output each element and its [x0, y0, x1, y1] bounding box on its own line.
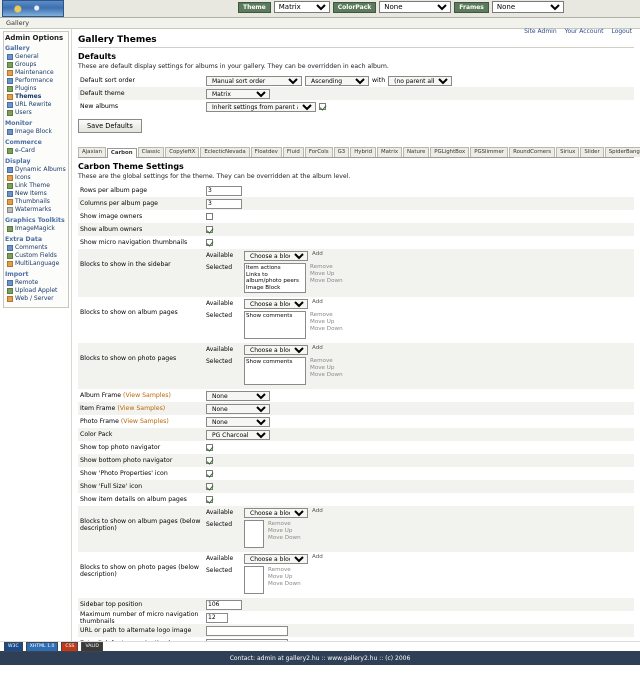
default-sort-order-select[interactable] [206, 76, 302, 86]
carbon-description: These are the global settings for the theme. They can be overridden at the album level. [78, 173, 351, 180]
label-max-micro-nav-thumbs: Maximum number of micro navigation thumbnails [80, 610, 199, 625]
tab-forcols[interactable]: ForCols [305, 147, 333, 157]
move-up-button[interactable]: Move Up [310, 271, 335, 277]
carbon-heading: Carbon Theme Settings [78, 162, 184, 171]
frames-select[interactable] [492, 1, 564, 13]
tab-floatdev[interactable]: Floatdev [251, 147, 282, 157]
label-blocks-photo-pages: Blocks to show on photo pages [80, 355, 177, 362]
card-icon [7, 148, 13, 154]
list-item[interactable]: Image Block [246, 284, 281, 291]
sidebar-item-label: e-Card [15, 147, 35, 154]
label-blocks-album-below: Blocks to show on album pages (below description) [80, 518, 201, 532]
tab-carbon[interactable]: Carbon [107, 148, 137, 158]
move-down-button[interactable]: Move Down [268, 535, 301, 541]
default-theme-select[interactable] [206, 89, 270, 99]
tab-slider[interactable]: Slider [580, 147, 603, 157]
album-frame-text: Album Frame [80, 392, 122, 399]
row-show-photo-properties-icon [78, 467, 634, 480]
remove-button[interactable]: Remove [310, 312, 333, 318]
sidebar-item-label: Plugins [15, 85, 37, 92]
theme-select[interactable] [274, 1, 330, 13]
tab-nature[interactable]: Nature [403, 147, 429, 157]
remove-button[interactable]: Remove [310, 264, 333, 270]
available-label: Available [206, 555, 234, 562]
sidebar-item-label: Icons [15, 174, 31, 181]
sidebar-item-label: Remote [15, 279, 39, 286]
sidebar-item-label: General [15, 53, 39, 60]
photo-add-button[interactable]: Add [312, 345, 323, 351]
comment-icon [7, 245, 13, 251]
sidebar-item-label: Groups [15, 61, 37, 68]
defaults-heading: Defaults [78, 52, 116, 61]
page-body [0, 29, 640, 641]
sidebar-item-label: Themes [15, 93, 42, 100]
sidebar-item-performance[interactable] [5, 77, 67, 85]
item-frame-samples-link[interactable]: (View Samples) [117, 405, 166, 412]
top-bar [0, 0, 640, 18]
with-label: with [372, 77, 386, 84]
row-photo-frame [78, 415, 634, 428]
available-label: Available [206, 509, 234, 516]
row-default-sort-order [78, 74, 634, 87]
sidebar-group-title-gallery: Gallery [5, 45, 30, 52]
photo-frame-text: Photo Frame [80, 418, 119, 425]
tab-hybrid[interactable]: Hybrid [350, 147, 376, 157]
gear-icon [7, 54, 13, 60]
row-blocks-sidebar [78, 249, 634, 297]
page-footer [0, 651, 640, 665]
album-icon [7, 167, 13, 173]
photo-block-actions [310, 357, 343, 378]
link-icon [7, 183, 13, 189]
max-micro-nav-thumbs-input[interactable] [206, 613, 228, 623]
tab-g3[interactable]: G3 [334, 147, 350, 157]
admin-options-panel [3, 31, 69, 308]
selected-label: Selected [206, 567, 233, 574]
row-show-micro-nav-thumbs [78, 236, 634, 249]
gallery-logo-icon [2, 0, 64, 17]
sidebar-item-label: Link Theme [15, 182, 50, 189]
sidebar [0, 29, 72, 641]
album-below-available-select[interactable] [244, 508, 308, 518]
image-icon [7, 129, 13, 135]
parent-album-select[interactable] [388, 76, 452, 86]
move-up-button[interactable]: Move Up [268, 528, 293, 534]
sidebar-group-title-commerce: Commerce [5, 139, 42, 146]
show-album-owners-checkbox[interactable] [206, 226, 213, 233]
sidebar-item-upload-applet[interactable] [5, 287, 67, 295]
label-show-photo-properties-icon: Show 'Photo Properties' icon [80, 470, 168, 477]
move-up-button[interactable]: Move Up [268, 574, 293, 580]
label-blocks-sidebar: Blocks to show in the sidebar [80, 261, 171, 268]
sidebar-item-label: MultiLanguage [15, 260, 60, 267]
new-albums-select[interactable] [206, 102, 316, 112]
sidebar-item-thumbnails[interactable] [5, 198, 67, 206]
thumb-icon [7, 199, 13, 205]
sidebar-item-url-rewrite[interactable] [5, 101, 67, 109]
sidebar-item-label: Maintenance [15, 69, 54, 76]
available-label: Available [206, 300, 234, 307]
label-default-theme: Default theme [80, 90, 125, 97]
link-site-admin[interactable]: Site Admin [524, 28, 557, 35]
row-blocks-photo-pages [78, 343, 634, 389]
list-item[interactable]: Links to album/photo peers [246, 271, 299, 284]
defaults-actions [78, 119, 634, 139]
groups-icon [7, 62, 13, 68]
link-your-account[interactable]: Your Account [564, 28, 604, 35]
label-show-bottom-photo-navigator: Show bottom photo navigator [80, 457, 173, 464]
wrench-icon [7, 70, 13, 76]
row-show-full-size-icon [78, 480, 634, 493]
row-color-pack [78, 428, 634, 441]
show-top-photo-navigator-checkbox[interactable] [206, 444, 213, 451]
label-item-frame [78, 405, 206, 412]
sidebar-item-groups[interactable] [5, 61, 67, 69]
remove-button[interactable]: Remove [268, 521, 291, 527]
field-icon [7, 253, 13, 259]
valid-badge[interactable]: VALID [81, 642, 102, 652]
label-blocks-album-pages: Blocks to show on album pages [80, 309, 178, 316]
show-bottom-photo-navigator-checkbox[interactable] [206, 457, 213, 464]
sidebar-block-actions [310, 263, 343, 284]
sidebar-group-title-display: Display [5, 158, 31, 165]
tab-pglightbox[interactable]: PGLightBox [430, 147, 469, 157]
label-show-micro-nav-thumbs: Show micro navigation thumbnails [80, 239, 188, 246]
album-frame-select[interactable] [206, 391, 270, 401]
photo-below-actions [268, 566, 301, 587]
sidebar-item-label: Custom Fields [15, 252, 57, 259]
row-item-frame [78, 402, 634, 415]
sidebar-item-users[interactable] [5, 109, 67, 117]
admin-links [518, 29, 632, 35]
css-badge[interactable]: CSS [61, 642, 78, 652]
row-blocks-album-pages [78, 297, 634, 343]
sidebar-item-maintenance[interactable] [5, 69, 67, 77]
album-below-add-button[interactable]: Add [312, 508, 323, 514]
sidebar-group-title-import: Import [5, 271, 29, 278]
label-show-top-photo-navigator: Show top photo navigator [80, 444, 161, 451]
sidebar-item-label: Upload Applet [15, 287, 58, 294]
album-frame-samples-link[interactable]: (View Samples) [123, 392, 171, 399]
defaults-description: These are default display settings for albums in your gallery. They can be overridden in each album. [78, 63, 389, 70]
sidebar-group-title-graphics: Graphics Toolkits [5, 217, 65, 224]
colorpack-select[interactable] [379, 1, 451, 13]
selected-label: Selected [206, 521, 233, 528]
row-sidebar-top-position [78, 598, 634, 611]
label-sidebar-top-position: Sidebar top position [80, 601, 143, 608]
show-micro-nav-thumbs-checkbox[interactable] [206, 239, 213, 246]
photo-frame-samples-link[interactable]: (View Samples) [120, 418, 169, 425]
photo-frame-select[interactable] [206, 417, 270, 427]
lang-icon [7, 261, 13, 267]
frames-label: Frames [454, 2, 489, 13]
available-label: Available [206, 346, 234, 353]
theme-switcher-toolbar [238, 1, 564, 13]
sidebar-item-image-block[interactable] [5, 128, 67, 136]
photo-below-selected-list[interactable] [244, 566, 264, 594]
validator-badges [0, 641, 640, 651]
sidebar-item-label: Watermarks [15, 206, 52, 213]
water-icon [7, 207, 13, 213]
tab-pgslimmer[interactable]: PGSlimmer [470, 147, 508, 157]
sidebar-item-custom-fields[interactable] [5, 252, 67, 260]
alternate-logo-input[interactable] [206, 626, 288, 636]
tab-matrix[interactable]: Matrix [377, 147, 402, 157]
item-frame-text: Item Frame [80, 405, 116, 412]
upload-icon [7, 288, 13, 294]
columns-per-album-page-input[interactable] [206, 199, 242, 209]
row-alternate-logo [78, 624, 634, 637]
colorpack-label: ColorPack [333, 2, 377, 13]
item-frame-select[interactable] [206, 404, 270, 414]
breadcrumb-gallery[interactable]: Gallery [6, 19, 30, 27]
sidebar-item-plugins[interactable] [5, 85, 67, 93]
tab-roundcorners[interactable]: RoundCorners [509, 147, 555, 157]
row-new-albums [78, 100, 634, 113]
selected-label: Selected [206, 312, 233, 319]
row-show-item-details [78, 493, 634, 506]
sidebar-item-comments[interactable] [5, 244, 67, 252]
w3c-badge[interactable]: W3C [4, 642, 23, 652]
label-default-sort-order: Default sort order [80, 77, 136, 84]
sidebar-selected-blocks-list[interactable] [244, 263, 306, 293]
sidebar-item-watermarks[interactable] [5, 206, 67, 214]
sidebar-item-imagemagick[interactable] [5, 225, 67, 233]
theme-label: Theme [238, 2, 271, 13]
label-new-albums: New albums [80, 103, 119, 110]
list-item[interactable]: Show comments [246, 313, 293, 319]
album-add-button[interactable]: Add [312, 299, 323, 305]
move-down-button[interactable]: Move Down [310, 278, 343, 284]
selected-label: Selected [206, 264, 233, 271]
label-alternate-logo: URL or path to alternate logo image [80, 627, 192, 634]
sidebar-item-icons[interactable] [5, 174, 67, 182]
album-available-block-select[interactable] [244, 299, 308, 309]
sidebar-available-block-select[interactable] [244, 251, 308, 261]
row-extra-link [78, 637, 634, 641]
sidebar-item-label: Image Block [15, 128, 52, 135]
sidebar-item-ecard[interactable] [5, 147, 67, 155]
theme-tabs[interactable] [78, 147, 640, 158]
tab-eclecticnevada[interactable]: EclecticNevada [200, 147, 249, 157]
tab-fluid[interactable]: Fluid [283, 147, 304, 157]
label-rows-per-album-page: Rows per album page [80, 187, 148, 194]
new-albums-checkbox[interactable] [319, 103, 326, 110]
photo-below-add-button[interactable]: Add [312, 554, 323, 560]
photo-available-block-select[interactable] [244, 345, 308, 355]
sidebar-item-label: New Items [15, 190, 47, 197]
row-rows-per-album-page [78, 184, 634, 197]
save-defaults-button[interactable]: Save Defaults [78, 119, 142, 133]
user-icon [7, 110, 13, 116]
sidebar-item-label: URL Rewrite [15, 101, 52, 108]
label-blocks-photo-below: Blocks to show on photo pages (below description) [80, 564, 199, 578]
color-pack-select[interactable] [206, 430, 270, 440]
label-album-frame [78, 392, 206, 399]
tab-classic[interactable]: Classic [138, 147, 165, 157]
photo-below-available-select[interactable] [244, 554, 308, 564]
sidebar-top-position-input[interactable] [206, 600, 242, 610]
list-item[interactable]: Show comments [246, 359, 293, 365]
remove-button[interactable]: Remove [268, 567, 291, 573]
sidebar-item-link-theme[interactable] [5, 182, 67, 190]
link-icon [7, 102, 13, 108]
web-icon [7, 296, 13, 302]
sidebar-group-title-extra-data: Extra Data [5, 236, 43, 243]
palette-icon [7, 94, 13, 100]
sidebar-item-label: Performance [15, 77, 54, 84]
footer-text: Contact: admin at gallery2.hu :: www.gallery2.hu :: (c) 2006 [229, 654, 411, 662]
sidebar-item-label: Dynamic Albums [15, 166, 66, 173]
row-album-frame [78, 389, 634, 402]
tab-copyleftx[interactable]: CopyleftX [165, 147, 199, 157]
main-content [72, 29, 640, 641]
row-max-micro-nav-thumbs [78, 611, 634, 624]
row-show-album-owners [78, 223, 634, 236]
selected-label: Selected [206, 358, 233, 365]
label-show-item-details: Show item details on album pages [80, 496, 187, 503]
page-title: Gallery Themes [78, 35, 634, 48]
tab-spiderbang[interactable]: SpiderBang [605, 147, 640, 157]
move-up-button[interactable]: Move Up [310, 319, 335, 325]
album-below-actions [268, 520, 301, 541]
show-photo-properties-checkbox[interactable] [206, 470, 213, 477]
tab-ajaxian[interactable]: Ajaxian [78, 147, 106, 157]
row-blocks-photo-below [78, 552, 634, 598]
photo-selected-blocks-list[interactable] [244, 357, 306, 385]
sidebar-item-label: ImageMagick [15, 225, 55, 232]
link-logout[interactable]: Logout [611, 28, 632, 35]
move-down-button[interactable]: Move Down [268, 581, 301, 587]
row-default-theme [78, 87, 634, 100]
admin-options-title: Admin Options [5, 34, 64, 42]
sidebar-item-label: Users [15, 109, 32, 116]
album-selected-blocks-list[interactable] [244, 311, 306, 339]
label-photo-frame [78, 418, 206, 425]
rows-per-album-page-input[interactable] [206, 186, 242, 196]
xhtml-badge[interactable]: XHTML 1.0 [26, 642, 59, 652]
remove-button[interactable]: Remove [310, 358, 333, 364]
tab-siriux[interactable]: Siriux [556, 147, 579, 157]
sidebar-add-button[interactable]: Add [312, 251, 323, 257]
label-show-image-owners: Show image owners [80, 213, 143, 220]
available-label: Available [206, 252, 234, 259]
new-icon [7, 191, 13, 197]
sidebar-item-label: Web / Server [15, 295, 54, 302]
show-image-owners-checkbox[interactable] [206, 213, 213, 220]
move-up-button[interactable]: Move Up [310, 365, 335, 371]
remote-icon [7, 280, 13, 286]
list-item[interactable]: Item actions [246, 265, 281, 271]
sidebar-item-dynamic-albums[interactable] [5, 166, 67, 174]
label-columns-per-album-page: Columns per album page [80, 200, 158, 207]
sidebar-item-remote[interactable] [5, 279, 67, 287]
row-show-bottom-photo-navigator [78, 454, 634, 467]
label-show-full-size-icon: Show 'Full Size' icon [80, 483, 143, 490]
row-show-top-photo-navigator [78, 441, 634, 454]
show-item-details-checkbox[interactable] [206, 496, 213, 503]
sidebar-item-themes[interactable] [5, 93, 67, 101]
sidebar-item-general[interactable] [5, 53, 67, 61]
row-columns-per-album-page [78, 197, 634, 210]
sidebar-item-new-items[interactable] [5, 190, 67, 198]
sidebar-group-title-monitor: Monitor [5, 120, 33, 127]
sidebar-item-multilanguage[interactable] [5, 260, 67, 268]
move-down-button[interactable]: Move Down [310, 326, 343, 332]
icons-icon [7, 175, 13, 181]
album-block-actions [310, 311, 343, 332]
sidebar-item-label: Thumbnails [15, 198, 50, 205]
extra-link-input[interactable] [206, 639, 288, 642]
row-blocks-album-below [78, 506, 634, 552]
show-full-size-checkbox[interactable] [206, 483, 213, 490]
row-show-image-owners [78, 210, 634, 223]
label-show-album-owners: Show album owners [80, 226, 143, 233]
sort-direction-select[interactable] [305, 76, 369, 86]
gauge-icon [7, 78, 13, 84]
plug-icon [7, 86, 13, 92]
magick-icon [7, 226, 13, 232]
move-down-button[interactable]: Move Down [310, 372, 343, 378]
sidebar-item-web-server[interactable] [5, 295, 67, 303]
sidebar-item-label: Comments [15, 244, 48, 251]
album-below-selected-list[interactable] [244, 520, 264, 548]
label-color-pack: Color Pack [80, 431, 113, 438]
